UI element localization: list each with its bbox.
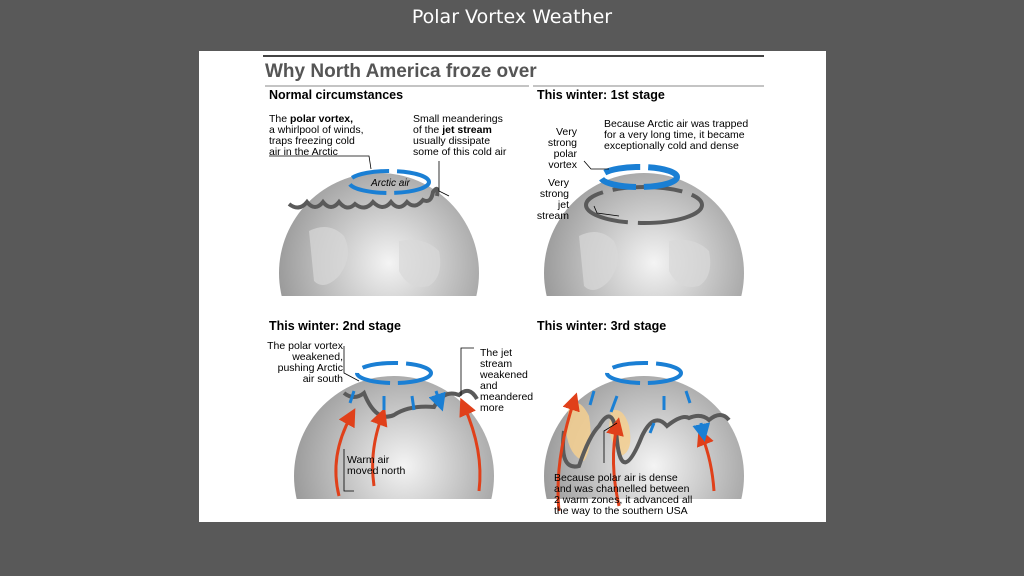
note-vortex-weakened <box>259 341 343 385</box>
figure-title: Why North America froze over <box>265 61 537 82</box>
note-polar-air-dense-line: the way to the southern USA <box>554 505 688 517</box>
note-jet-stream-line: usually dissipate <box>413 135 491 147</box>
note-jet-stream-pre: of the <box>413 124 443 136</box>
globe-stage1 <box>544 173 744 373</box>
note-polar-vortex-line: a whirlpool of winds, <box>269 124 364 136</box>
note-warm-air-line: moved north <box>347 465 406 477</box>
note-polar-vortex-pre: The <box>269 113 291 125</box>
label-strong-jet-line: stream <box>536 210 569 222</box>
note-arctic-trapped-line: Because Arctic air was trapped <box>604 118 749 130</box>
note-vortex-weakened-line: air south <box>302 373 343 385</box>
slide-title: Polar Vortex Weather <box>411 6 613 28</box>
note-arctic-trapped-line: exceptionally cold and dense <box>604 140 739 152</box>
label-strong-vortex <box>537 127 577 171</box>
note-vortex-weakened-line: weakened, <box>292 351 343 363</box>
note-jet-weakened-line: more <box>480 402 504 414</box>
panel-heading-stage3: This winter: 3rd stage <box>537 319 667 333</box>
note-jet-stream-bold: jet stream <box>442 124 492 136</box>
label-strong-jet-line: strong <box>539 188 569 200</box>
note-arctic-trapped <box>604 119 748 152</box>
label-strong-jet-line: Very <box>547 177 569 189</box>
note-warm-air-line: Warm air <box>347 454 390 466</box>
note-polar-air-dense-line: and was channelled between <box>554 483 690 495</box>
note-jet-weakened-line: and <box>480 380 498 392</box>
panel-heading-normal: Normal circumstances <box>269 88 404 102</box>
label-strong-vortex-line: vortex <box>548 159 577 171</box>
label-strong-jet-line: jet <box>557 199 569 211</box>
note-jet-weakened-line: stream <box>480 358 513 370</box>
panel-heading-stage2: This winter: 2nd stage <box>269 319 401 333</box>
label-strong-jet <box>529 178 569 222</box>
note-arctic-trapped-line: for a very long time, it became <box>604 129 745 141</box>
note-polar-air-dense-line: 2 warm zones, it advanced all <box>554 494 693 506</box>
note-jet-weakened <box>480 348 533 414</box>
note-jet-stream-line: some of this cold air <box>413 146 507 158</box>
note-polar-vortex-bold: polar vortex, <box>290 113 354 125</box>
note-polar-vortex-line: air in the Arctic <box>269 146 338 158</box>
note-vortex-weakened-line: pushing Arctic <box>277 362 343 374</box>
note-jet-weakened-line: weakened <box>480 369 528 381</box>
note-polar-vortex <box>269 114 364 158</box>
note-warm-air <box>347 455 405 477</box>
note-polar-vortex-line: traps freezing cold <box>269 135 355 147</box>
diagram-figure <box>199 51 826 522</box>
label-strong-vortex-line: Very <box>555 126 577 138</box>
note-jet-stream <box>413 114 506 158</box>
label-strong-vortex-line: polar <box>553 148 577 160</box>
note-polar-air-dense <box>554 473 692 517</box>
note-jet-weakened-line: meandered <box>480 391 534 403</box>
arctic-air-label: Arctic air <box>371 178 410 189</box>
note-jet-stream-line: Small meanderings <box>413 113 503 125</box>
note-jet-weakened-line: The jet <box>480 347 513 359</box>
panel-heading-stage1: This winter: 1st stage <box>537 88 665 102</box>
note-polar-air-dense-line: Because polar air is dense <box>554 472 678 484</box>
globe-stage2 <box>294 376 494 522</box>
note-vortex-weakened-line: The polar vortex <box>267 340 343 352</box>
label-strong-vortex-line: strong <box>547 137 577 149</box>
